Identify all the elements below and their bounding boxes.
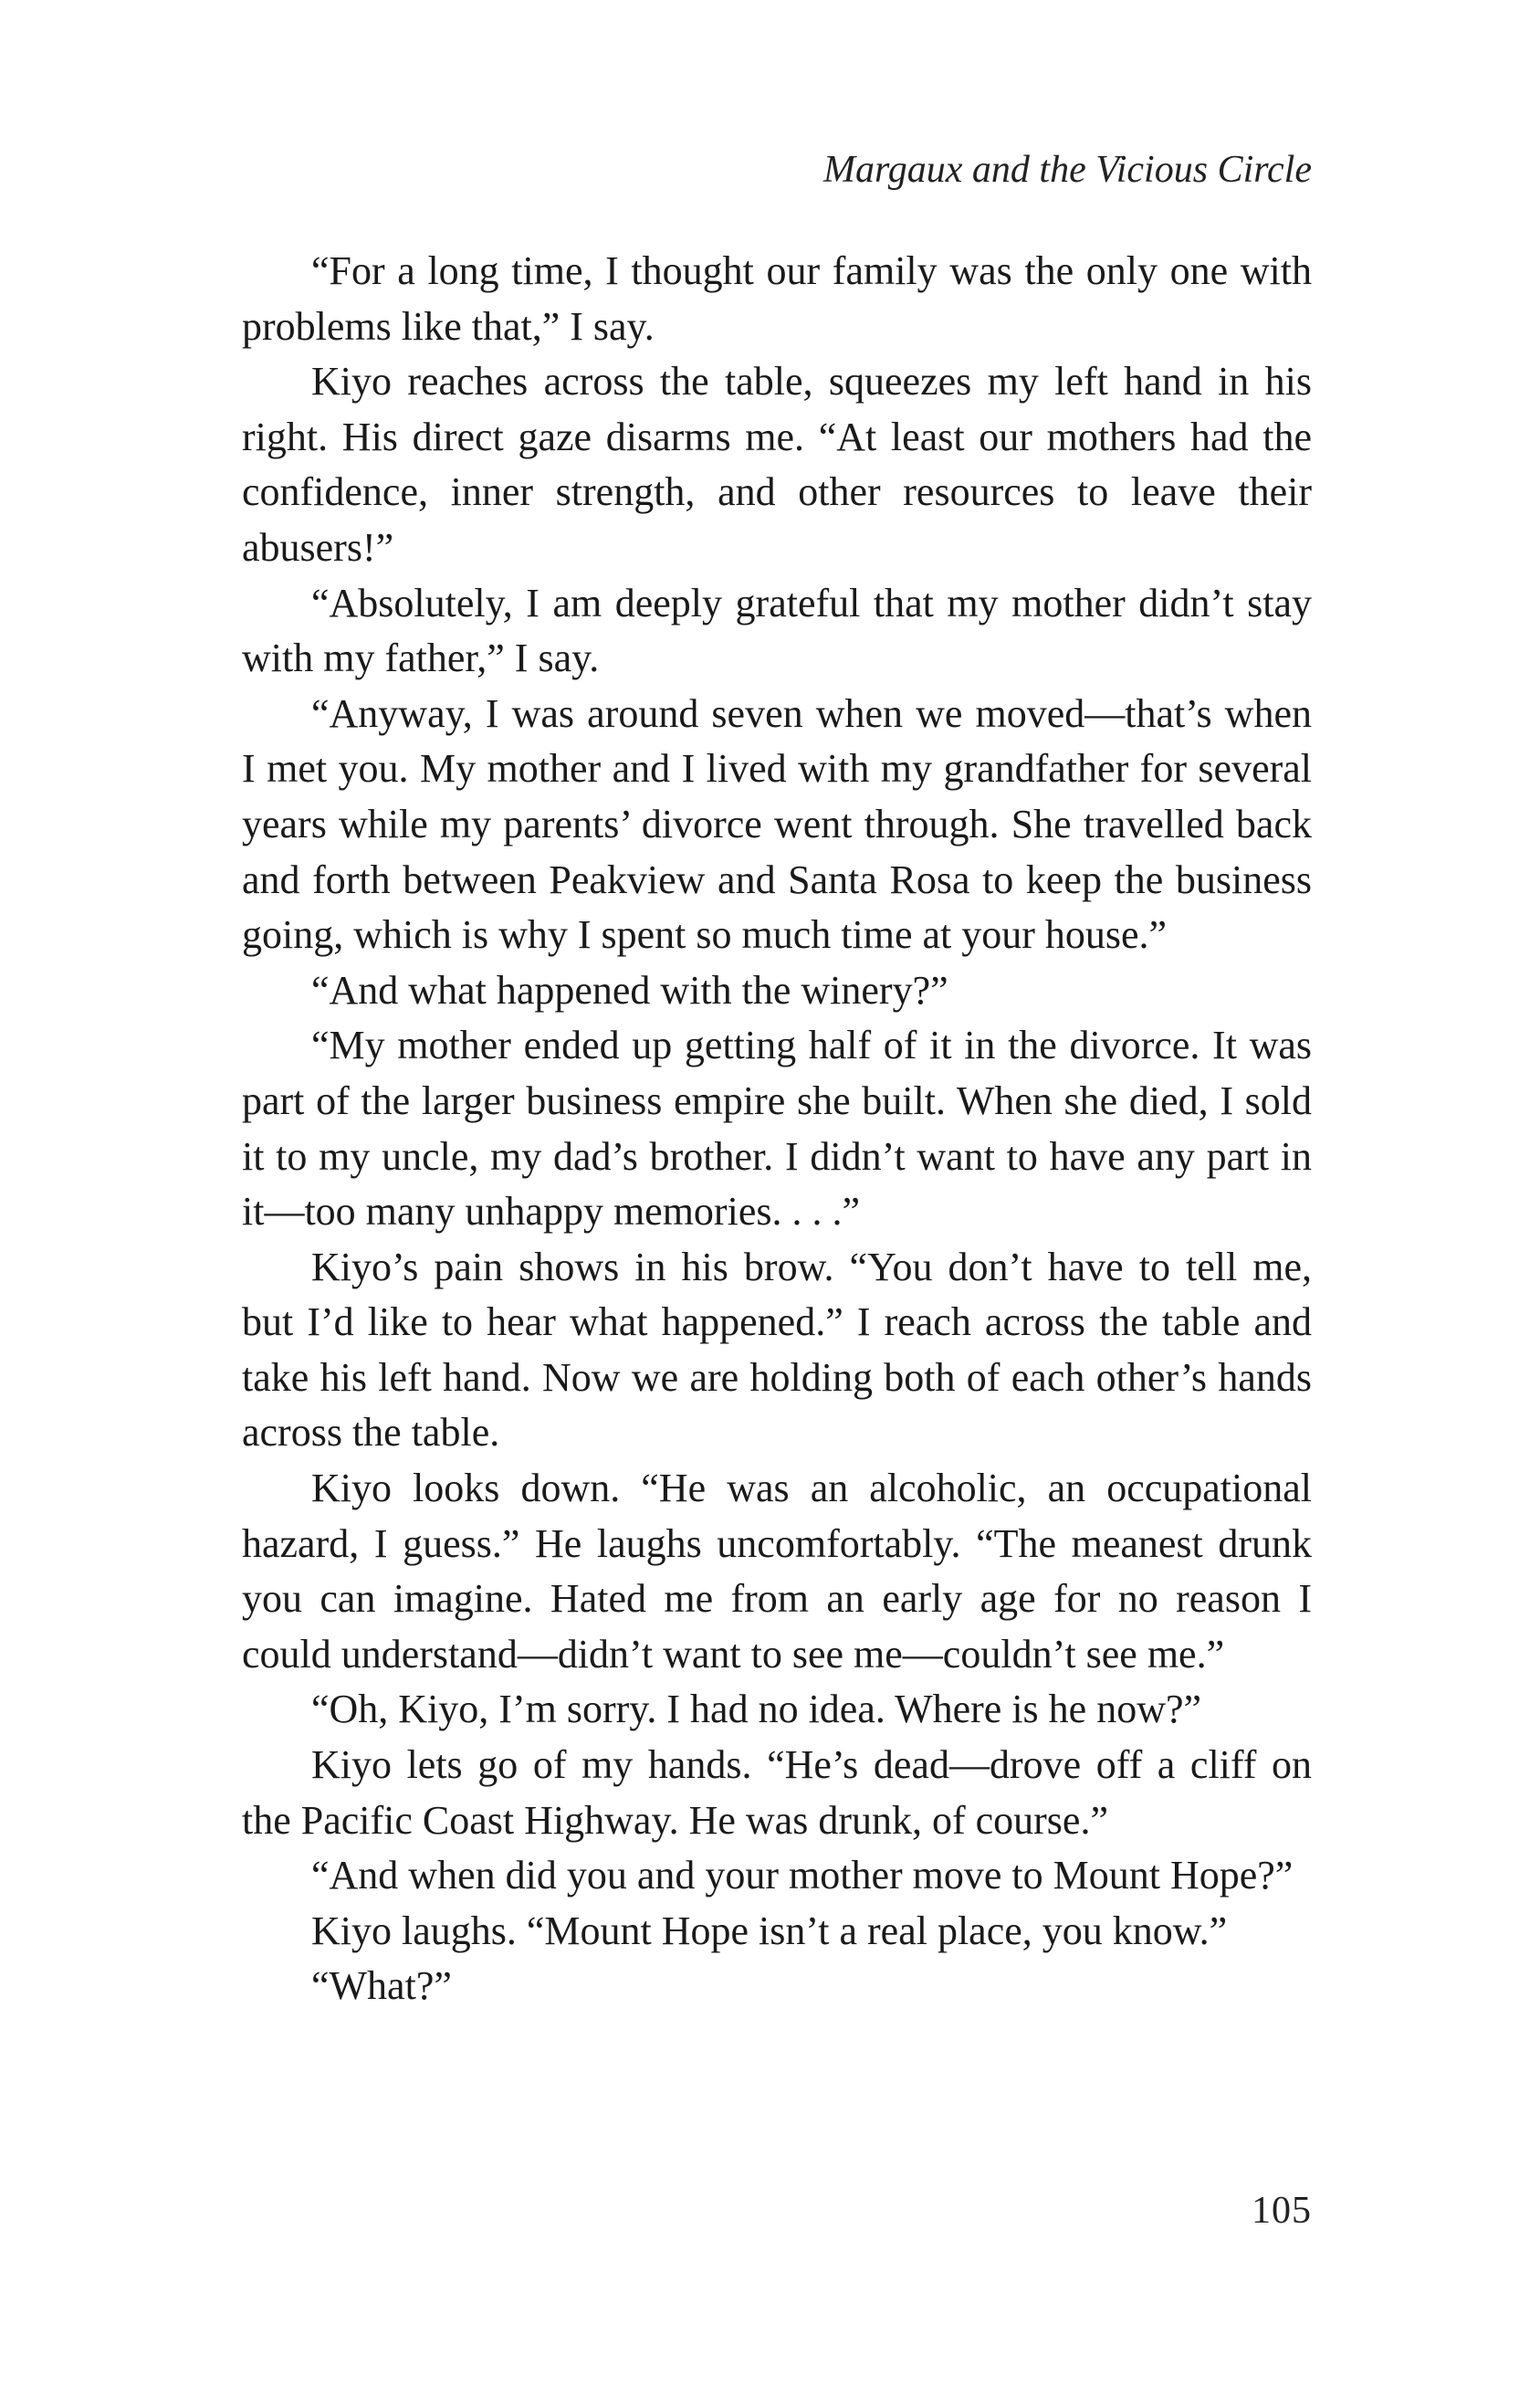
paragraph: “Oh, Kiyo, I’m sorry. I had no idea. Where is he now?”: [311, 1687, 1202, 1732]
paragraph: Kiyo looks down. “He was an alcoholic, an occupational hazard, I guess.” He laughs uncomfortably. “The meanest drunk you can imagine. Hated me from an early age for no reason I could understand—didn’t want to see me—couldn’t see me.”: [242, 1466, 1312, 1677]
paragraph: “For a long time, I thought our family was the only one with problems like that,” I say.: [242, 248, 1312, 349]
paragraph: Kiyo reaches across the table, squeezes my left hand in his right. His direct gaze disarms me. “At least our mothers had the confidence, inner strength, and other resources to leave their abusers!”: [242, 359, 1312, 570]
paragraph: “What?”: [311, 1963, 452, 2009]
page-number: 105: [1252, 2190, 1312, 2232]
paragraph: “Absolutely, I am deeply grateful that my mother didn’t stay with my father,” I say.: [242, 580, 1312, 681]
body-text: [242, 244, 1312, 2014]
paragraph: “And when did you and your mother move to Mount Hope?”: [311, 1853, 1294, 1898]
paragraph: Kiyo’s pain shows in his brow. “You don’t have to tell me, but I’d like to hear what happened.” I reach across the table and take his left hand. Now we are holding both of each other’s hands across the table.: [242, 1244, 1312, 1456]
paragraph: “My mother ended up getting half of it in the divorce. It was part of the larger business empire she built. When she died, I sold it to my uncle, my dad’s brother. I didn’t want to have any part in it—too many unhappy memories. . . .”: [242, 1023, 1312, 1235]
paragraph: “Anyway, I was around seven when we moved—that’s when I met you. My mother and I lived with my grandfather for several years while my parents’ divorce went through. She travelled back and forth between Peakview and Santa Rosa to keep the business going, which is why I spent so much time at your house.”: [242, 690, 1312, 958]
paragraph: “And what happened with the winery?”: [311, 967, 948, 1013]
paragraph: Kiyo lets go of my hands. “He’s dead—drove off a cliff on the Pacific Coast Highway. He was drunk, of course.”: [242, 1742, 1312, 1843]
running-head: Margaux and the Vicious Circle: [822, 149, 1312, 191]
paragraph: Kiyo laughs. “Mount Hope isn’t a real place, you know.”: [311, 1908, 1228, 1953]
